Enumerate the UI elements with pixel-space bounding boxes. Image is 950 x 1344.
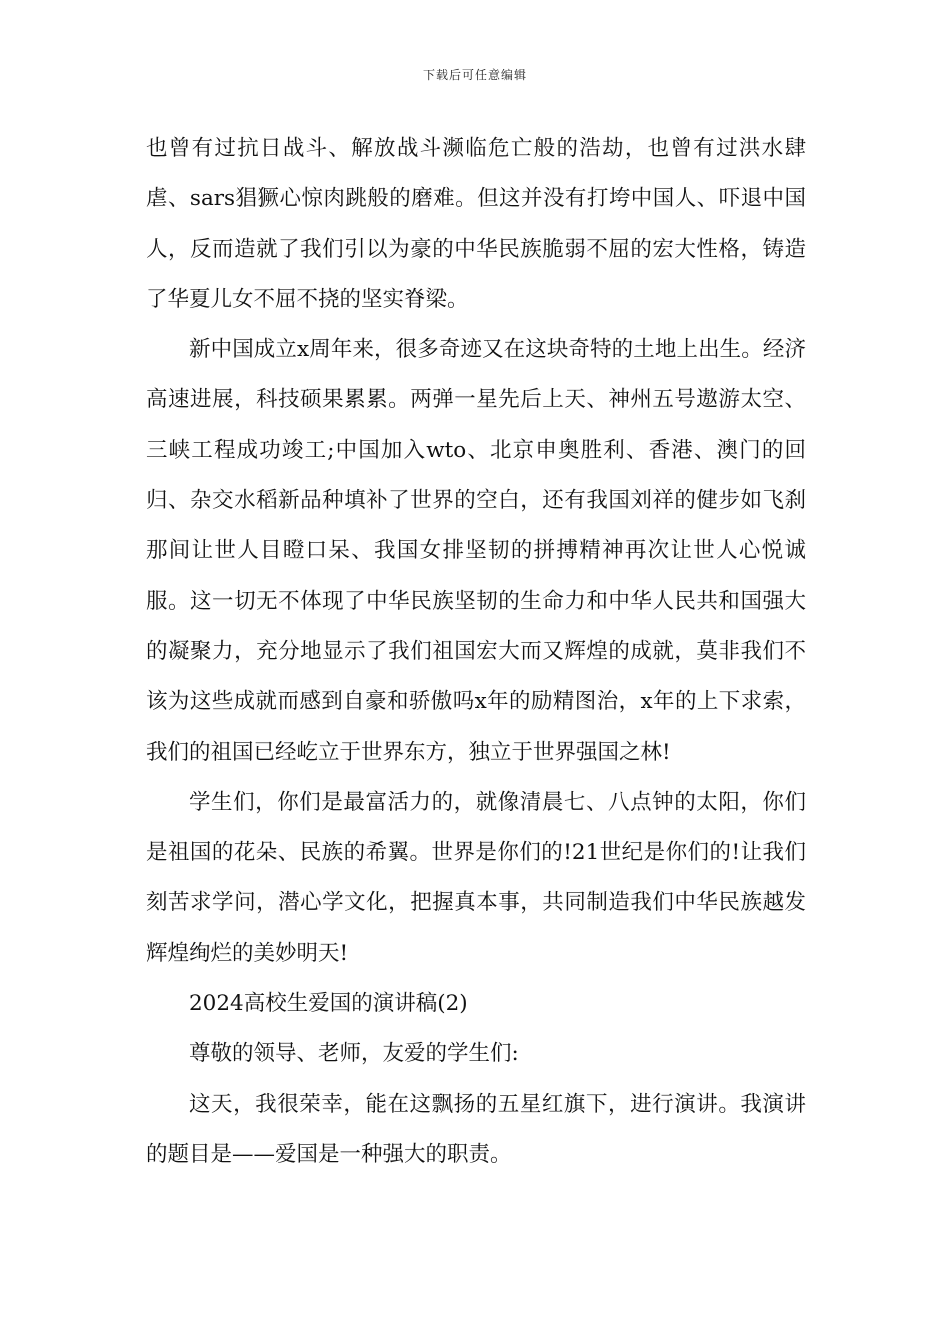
document-body [146,124,806,1180]
section-title: 2024高校生爱国的演讲稿(2) [189,991,468,1017]
salutation: 尊敬的领导、老师，友爱的学生们: [189,1041,519,1067]
paragraph-2: 新中国成立x周年来，很多奇迹又在这块奇特的土地上出生。经济高速进展，科技硕果累累。两弹一星先后上天、神州五号遨游太空、三峡工程成功竣工;中国加入wto、北京申奥胜利、香港、澳门的回归、杂交水稻新品种填补了世界的空白，还有我国刘祥的健步如飞刹那间让世人目瞪口呆、我国女排坚韧的拼搏精神再次让世人心悦诚服。这一切无不体现了中华民族坚韧的生命力和中华人民共和国强大的凝聚力，充分地显示了我们祖国宏大而又辉煌的成就，莫非我们不该为这些成就而感到自豪和骄傲吗x年的励精图治，x年的上下求索，我们的祖国已经屹立于世界东方，独立于世界强国之林! [146,337,806,765]
paragraph-1: 也曾有过抗日战斗、解放战斗濒临危亡般的浩劫，也曾有过洪水肆虐、sars猖獗心惊肉跳般的磨难。但这并没有打垮中国人、吓退中国人，反而造就了我们引以为豪的中华民族脆弱不屈的宏大性格，铸造了华夏儿女不屈不挠的坚实脊梁。 [146,136,806,312]
paragraph-4: 这天，我很荣幸，能在这飘扬的五星红旗下，进行演讲。我演讲的题目是——爱国是一种强大的职责。 [146,1091,806,1167]
paragraph-3: 学生们，你们是最富活力的，就像清晨七、八点钟的太阳，你们是祖国的花朵、民族的希翼。世界是你们的!21世纪是你们的!让我们刻苦求学问，潜心学文化，把握真本事，共同制造我们中华民族越发辉煌绚烂的美妙明天! [146,789,806,966]
page-header: 下载后可任意编辑 [422,68,527,82]
